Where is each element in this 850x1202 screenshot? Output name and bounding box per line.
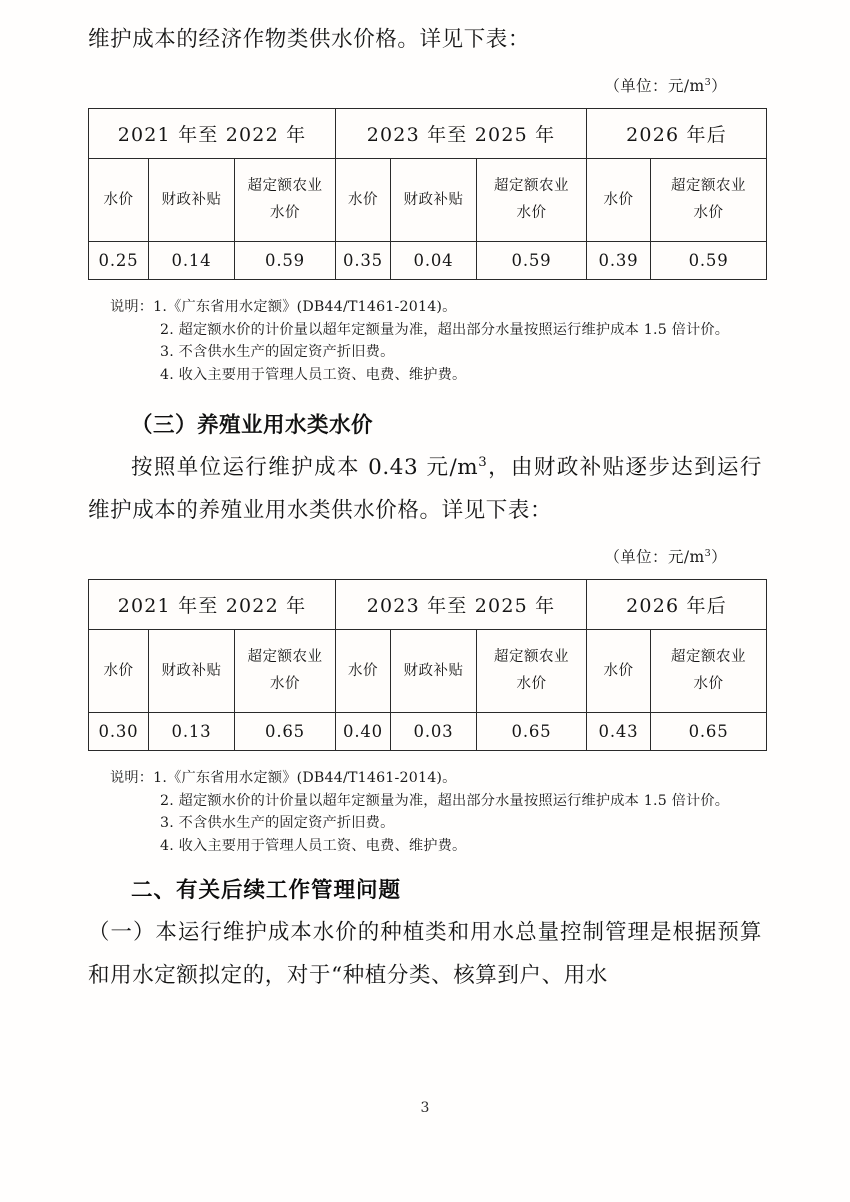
breeding-value-6: 0.43: [587, 713, 651, 751]
page-number: 3: [420, 1100, 430, 1116]
breeding-value-7: 0.65: [651, 713, 767, 751]
breeding-subheader-5-line2: 水价: [516, 676, 547, 692]
unit-caption-crop: [88, 74, 762, 96]
intro-paragraph: 维护成本的经济作物类供水价格。详见下表：: [88, 27, 531, 52]
unit-caption-crop-suffix: ）: [711, 77, 727, 95]
unit-caption-breeding-prefix: （单位：元/m: [604, 548, 705, 566]
crop-subheader-5-line2: 水价: [516, 205, 547, 221]
crop-group-2023-2025: 2023 年至 2025 年: [336, 109, 587, 159]
breeding-value-4: 0.03: [391, 713, 477, 751]
breeding-subheader-0: [89, 630, 149, 713]
page-content: [88, 0, 762, 997]
crop-value-0: 0.25: [89, 242, 149, 280]
crop-subheader-6-line1: 水价: [603, 191, 634, 208]
section-heading-breeding: （三）养殖业用水类水价: [131, 413, 374, 438]
crop-value-1: 0.14: [149, 242, 235, 280]
crop-subheader-5-line1: 超定额农业: [494, 178, 570, 194]
breeding-subheader-2-line1: 超定额农业: [247, 649, 323, 665]
crop-note-2: 2. 超定额水价的计价量以超年定额量为准，超出部分水量按照运行维护成本 1.5 倍计价。: [160, 321, 730, 338]
table-row-values: [89, 242, 767, 280]
breeding-subheader-6-line1: 水价: [603, 662, 634, 679]
breeding-subheader-2-line2: 水价: [270, 676, 300, 692]
crop-subheader-0-line1: 水价: [103, 191, 134, 208]
crop-value-6: 0.39: [587, 242, 651, 280]
crop-subheader-2: [235, 159, 336, 242]
crop-subheader-7-line1: 超定额农业: [671, 178, 747, 194]
unit-caption-breeding: [88, 545, 762, 567]
crop-subheader-4: [391, 159, 477, 242]
breeding-note-3: 3. 不含供水生产的固定资产折旧费。: [160, 815, 395, 831]
crop-table-notes: [88, 296, 762, 386]
crop-subheader-0: [89, 159, 149, 242]
breeding-subheader-2: [235, 630, 336, 713]
breeding-subheader-1-line1: 财政补贴: [161, 662, 222, 679]
section-heading-followup: 二、有关后续工作管理问题: [131, 878, 402, 903]
breeding-value-2: 0.65: [235, 713, 336, 751]
breeding-subheader-5-line1: 超定额农业: [494, 649, 570, 665]
table-row-subheader: [89, 630, 767, 713]
breeding-subheader-1: [149, 630, 235, 713]
table-row-subheader: [89, 159, 767, 242]
breeding-subheader-3: [336, 630, 391, 713]
unit-caption-crop-exponent: 3: [704, 76, 712, 88]
breeding-note-1-text: 1.《广东省用水定额》(DB44/T1461-2014)。: [153, 770, 457, 786]
crop-subheader-1: [149, 159, 235, 242]
breeding-price-table: [88, 579, 767, 751]
breeding-value-5: 0.65: [477, 713, 587, 751]
breeding-subheader-5: [477, 630, 587, 713]
table-row-group-header: [89, 580, 767, 630]
breeding-subheader-6: [587, 630, 651, 713]
breeding-paragraph-part2: ，由财政补贴逐步达到运行维护成本的养殖业用水类供水价格。详见下表：: [88, 455, 762, 523]
crop-subheader-1-line1: 财政补贴: [161, 191, 222, 208]
breeding-subheader-4-line1: 财政补贴: [403, 662, 464, 679]
crop-subheader-3: [336, 159, 391, 242]
crop-value-2: 0.59: [235, 242, 336, 280]
crop-value-3: 0.35: [336, 242, 391, 280]
crop-subheader-2-line2: 水价: [270, 205, 300, 221]
breeding-subheader-7-line2: 水价: [693, 676, 724, 692]
breeding-group-2023-2025: 2023 年至 2025 年: [336, 580, 587, 630]
crop-note-1-text: 1.《广东省用水定额》(DB44/T1461-2014)。: [153, 299, 457, 315]
breeding-note-1: [110, 767, 762, 790]
breeding-note-2: 2. 超定额水价的计价量以超年定额量为准，超出部分水量按照运行维护成本 1.5 倍计价。: [160, 792, 730, 809]
breeding-paragraph: [88, 446, 762, 532]
crop-subheader-2-line1: 超定额农业: [247, 178, 323, 194]
breeding-notes-label: 说明：: [110, 770, 154, 786]
followup-paragraph: （一）本运行维护成本水价的种植类和用水总量控制管理是根据预算和用水定额拟定的，对于“种植分类、核算到户、用水: [88, 920, 762, 988]
breeding-paragraph-part1: 按照单位运行维护成本 0.43 元/m: [131, 455, 479, 480]
breeding-table-notes: [88, 767, 762, 857]
crop-subheader-5: [477, 159, 587, 242]
crop-value-7: 0.59: [651, 242, 767, 280]
unit-caption-breeding-exponent: 3: [704, 547, 712, 559]
crop-group-2026-after: 2026 年后: [587, 109, 767, 159]
breeding-group-2021-2022: 2021 年至 2022 年: [89, 580, 336, 630]
crop-price-table: [88, 108, 767, 280]
breeding-group-2026-after: 2026 年后: [587, 580, 767, 630]
breeding-subheader-3-line1: 水价: [348, 662, 379, 679]
crop-value-4: 0.04: [391, 242, 477, 280]
unit-caption-breeding-suffix: ）: [711, 548, 727, 566]
unit-caption-crop-prefix: （单位：元/m: [604, 77, 705, 95]
breeding-value-0: 0.30: [89, 713, 149, 751]
breeding-value-3: 0.40: [336, 713, 391, 751]
breeding-subheader-4: [391, 630, 477, 713]
table-row-values: [89, 713, 767, 751]
crop-note-1: [110, 296, 762, 319]
breeding-subheader-7-line1: 超定额农业: [671, 649, 747, 665]
crop-subheader-4-line1: 财政补贴: [403, 191, 464, 208]
crop-note-4: 4. 收入主要用于管理人员工资、电费、维护费。: [160, 366, 467, 383]
crop-note-3: 3. 不含供水生产的固定资产折旧费。: [160, 344, 395, 360]
crop-subheader-7: [651, 159, 767, 242]
breeding-subheader-0-line1: 水价: [103, 662, 134, 679]
breeding-paragraph-exponent: 3: [478, 454, 488, 470]
breeding-value-1: 0.13: [149, 713, 235, 751]
crop-subheader-3-line1: 水价: [348, 191, 379, 208]
crop-subheader-6: [587, 159, 651, 242]
crop-notes-label: 说明：: [110, 299, 154, 315]
breeding-subheader-7: [651, 630, 767, 713]
crop-subheader-7-line2: 水价: [693, 205, 724, 221]
crop-value-5: 0.59: [477, 242, 587, 280]
crop-group-2021-2022: 2021 年至 2022 年: [89, 109, 336, 159]
table-row-group-header: [89, 109, 767, 159]
breeding-note-4: 4. 收入主要用于管理人员工资、电费、维护费。: [160, 837, 467, 854]
